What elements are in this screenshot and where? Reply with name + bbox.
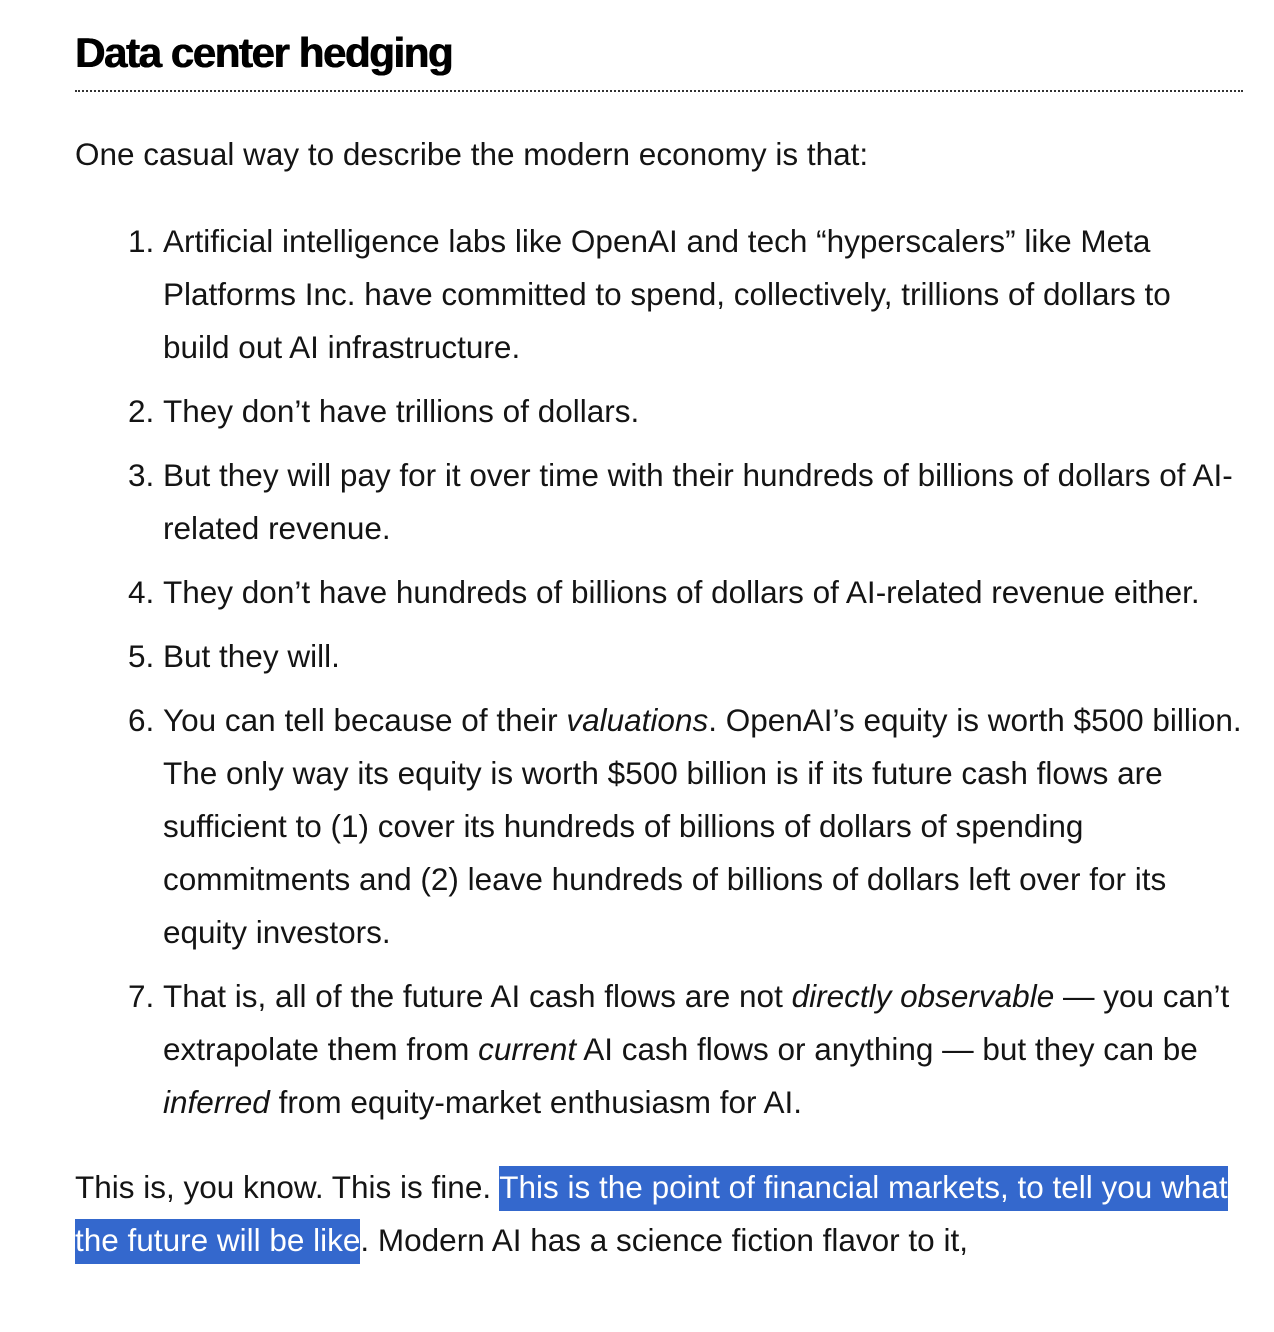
section-heading: Data center hedging [75,0,1243,92]
list-item-text: Artificial intelligence labs like OpenAI and tech “hyperscalers” like Meta Platforms Inc. have committed to spend, collectively, trillions of dollars to build out AI infrastructure. [163,223,1171,365]
list-item-text: from equity-market enthusiasm for AI. [269,1084,803,1120]
list-item [163,215,1243,374]
emphasis-text: valuations [566,702,709,738]
emphasis-text: directly observable [791,978,1055,1014]
list-item-text: They don’t have trillions of dollars. [163,393,640,429]
list-item-text: But they will. [163,638,340,674]
list-item-text: — you can’t extrapolate them from [163,978,1230,1067]
selected-text-highlight[interactable]: This is the point of financial markets, to tell you what the future will be like [75,1166,1228,1264]
list-item-text: They don’t have hundreds of billions of dollars of AI-related revenue either. [163,574,1200,610]
list-item-text: . OpenAI’s equity is worth $500 billion. The only way its equity is worth $500 billion is if its future cash flows are sufficient to (1) cover its hundreds of billions of dollars of spending commitments and (2) leave hundreds of billions of dollars left over for its equity investors. [163,702,1242,950]
list-item [163,449,1243,555]
emphasis-text: current [478,1031,577,1067]
numbered-list [75,215,1243,1129]
list-item-text: AI cash flows or anything — but they can be [576,1031,1198,1067]
list-item [163,970,1243,1129]
list-item-text: But they will pay for it over time with their hundreds of billions of dollars of AI-related revenue. [163,457,1233,546]
list-item-text: You can tell because of their [163,702,567,738]
closing-text-start: This is, you know. This is fine. [75,1169,500,1205]
closing-text-end: . Modern AI has a science fiction flavor to it, [360,1222,968,1258]
list-item [163,630,1243,683]
list-item [163,566,1243,619]
emphasis-text: inferred [163,1084,270,1120]
intro-paragraph: One casual way to describe the modern economy is that: [75,136,869,172]
article [75,0,1243,1267]
list-item [163,694,1243,959]
closing-paragraph[interactable] [75,1161,1243,1267]
list-item [163,385,1243,438]
list-item-text: That is, all of the future AI cash flows are not [163,978,792,1014]
